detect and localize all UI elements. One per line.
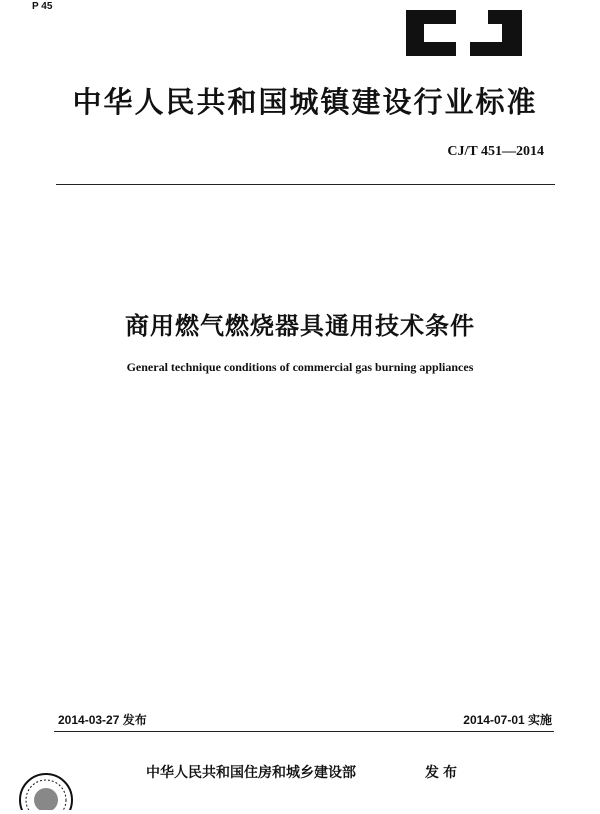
organization-title: 中华人民共和国城镇建设行业标准 (72, 85, 538, 119)
issue-label: 发布 (425, 765, 461, 781)
standard-number: CJ/T 451—2014 (447, 144, 544, 159)
cj-logo (404, 6, 526, 60)
document-title-chinese: 商用燃气燃烧器具通用技术条件 (125, 312, 475, 340)
issuing-authority: 中华人民共和国住房和城乡建设部 (146, 765, 356, 781)
header-divider (56, 184, 555, 185)
ics-code: P 45 (32, 1, 53, 12)
issue-date: 2014-03-27 发布 (58, 713, 147, 727)
footer-divider (54, 731, 554, 732)
implementation-date: 2014-07-01 实施 (463, 713, 552, 727)
document-title-english: General technique conditions of commercial gas burning appliances (126, 360, 474, 374)
cj-logo-mark (404, 6, 526, 60)
official-seal-icon (16, 770, 76, 810)
